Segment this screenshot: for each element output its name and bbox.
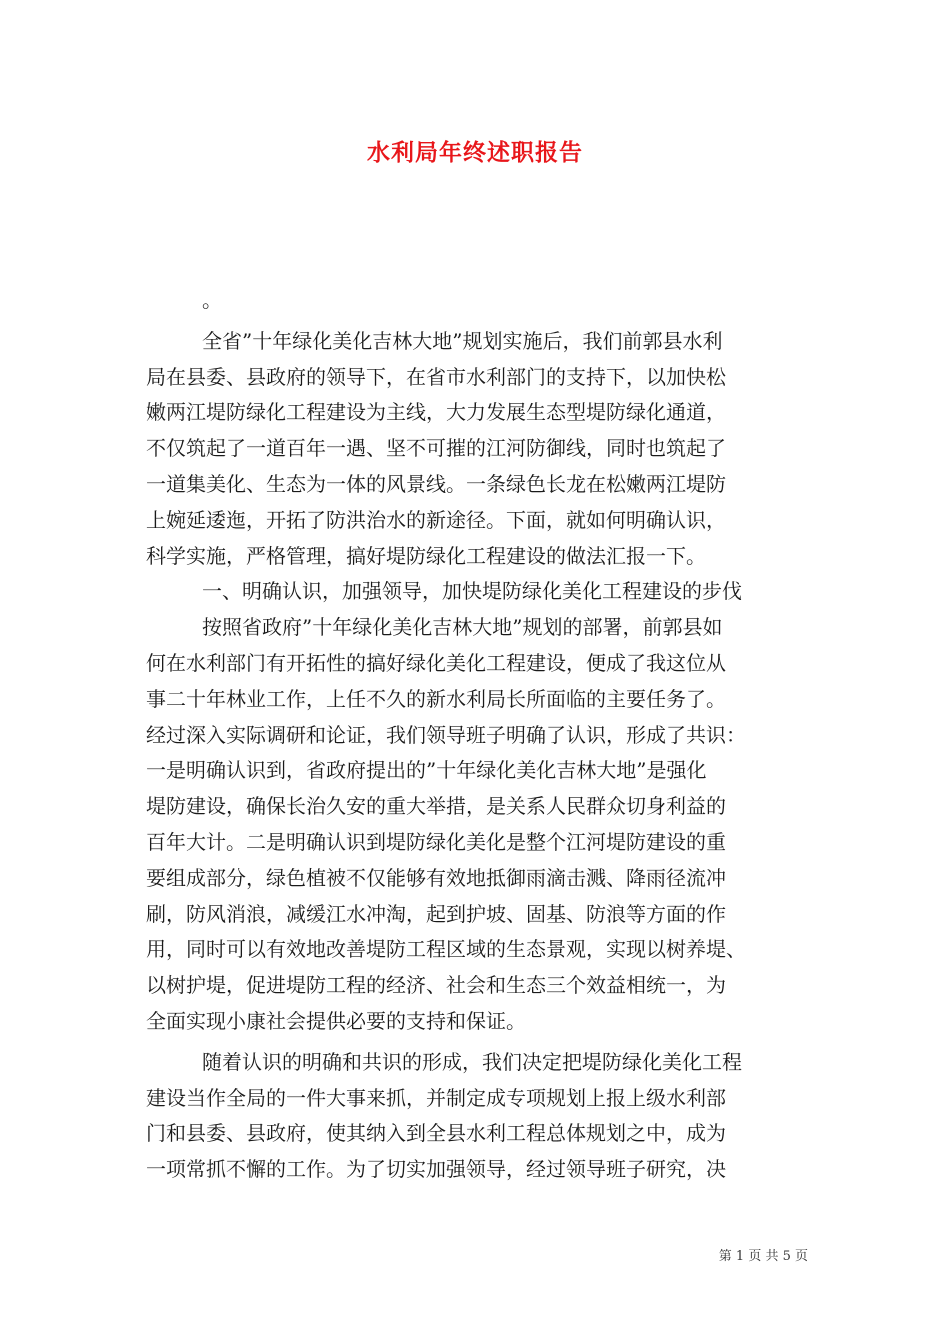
- text-line: 一、明确认识，加强领导，加快堤防绿化美化工程建设的步伐: [202, 579, 742, 604]
- text-line: 科学实施，严格管理，搞好堤防绿化工程建设的做法汇报一下。: [146, 543, 706, 568]
- text-line: 经过深入实际调研和论证，我们领导班子明确了认识，形成了共识：: [146, 722, 746, 747]
- text-line: 一项常抓不懈的工作。为了切实加强领导，经过领导班子研究，决: [146, 1157, 726, 1182]
- text-line: 局在县委、县政府的领导下，在省市水利部门的支持下，以加快松: [146, 364, 726, 389]
- document-title: 水利局年终述职报告: [367, 139, 583, 166]
- page-number: 第 1 页 共 5 页: [718, 1249, 808, 1264]
- text-line: 门和县委、县政府，使其纳入到全县水利工程总体规划之中，成为: [146, 1121, 726, 1146]
- text-line: 刷，防风消浪，减缓江水冲淘，起到护坡、固基、防浪等方面的作: [146, 901, 726, 926]
- text-line: 用，同时可以有效地改善堤防工程区域的生态景观，实现以树养堤、: [146, 937, 746, 962]
- text-line: 一是明确认识到，省政府提出的”十年绿化美化吉林大地”是强化: [146, 758, 707, 783]
- text-line: 按照省政府”十年绿化美化吉林大地”规划的部署，前郭县如: [202, 615, 723, 640]
- text-line: 堤防建设，确保长治久安的重大举措，是关系人民群众切身利益的: [146, 794, 726, 819]
- text-line: 要组成部分，绿色植被不仅能够有效地抵御雨滴击溅、降雨径流冲: [146, 865, 726, 890]
- text-line: 建设当作全局的一件大事来抓，并制定成专项规划上报上级水利部: [146, 1085, 726, 1110]
- text-line: 嫩两江堤防绿化工程建设为主线，大力发展生态型堤防绿化通道，: [146, 400, 726, 425]
- text-line: 一道集美化、生态为一体的风景线。一条绿色长龙在松嫩两江堤防: [146, 471, 726, 496]
- text-line: 全面实现小康社会提供必要的支持和保证。: [146, 1008, 526, 1033]
- text-line: 全省”十年绿化美化吉林大地”规划实施后，我们前郭县水利: [202, 328, 723, 353]
- text-line: 。: [202, 288, 222, 312]
- text-line: 上婉延逶迤，开拓了防洪治水的新途径。下面，就如何明确认识，: [146, 507, 726, 532]
- text-line: 随着认识的明确和共识的形成，我们决定把堤防绿化美化工程: [202, 1049, 742, 1074]
- document-body: [146, 283, 808, 1188]
- text-line: 以树护堤，促进堤防工程的经济、社会和生态三个效益相统一，为: [146, 973, 726, 998]
- text-line: 事二十年林业工作，上任不久的新水利局长所面临的主要任务了。: [146, 686, 726, 711]
- text-line: 不仅筑起了一道百年一遇、坚不可摧的江河防御线，同时也筑起了: [146, 436, 726, 461]
- text-line: 百年大计。二是明确认识到堤防绿化美化是整个江河堤防建设的重: [146, 829, 726, 854]
- text-line: 何在水利部门有开拓性的搞好绿化美化工程建设，便成了我这位从: [146, 650, 726, 675]
